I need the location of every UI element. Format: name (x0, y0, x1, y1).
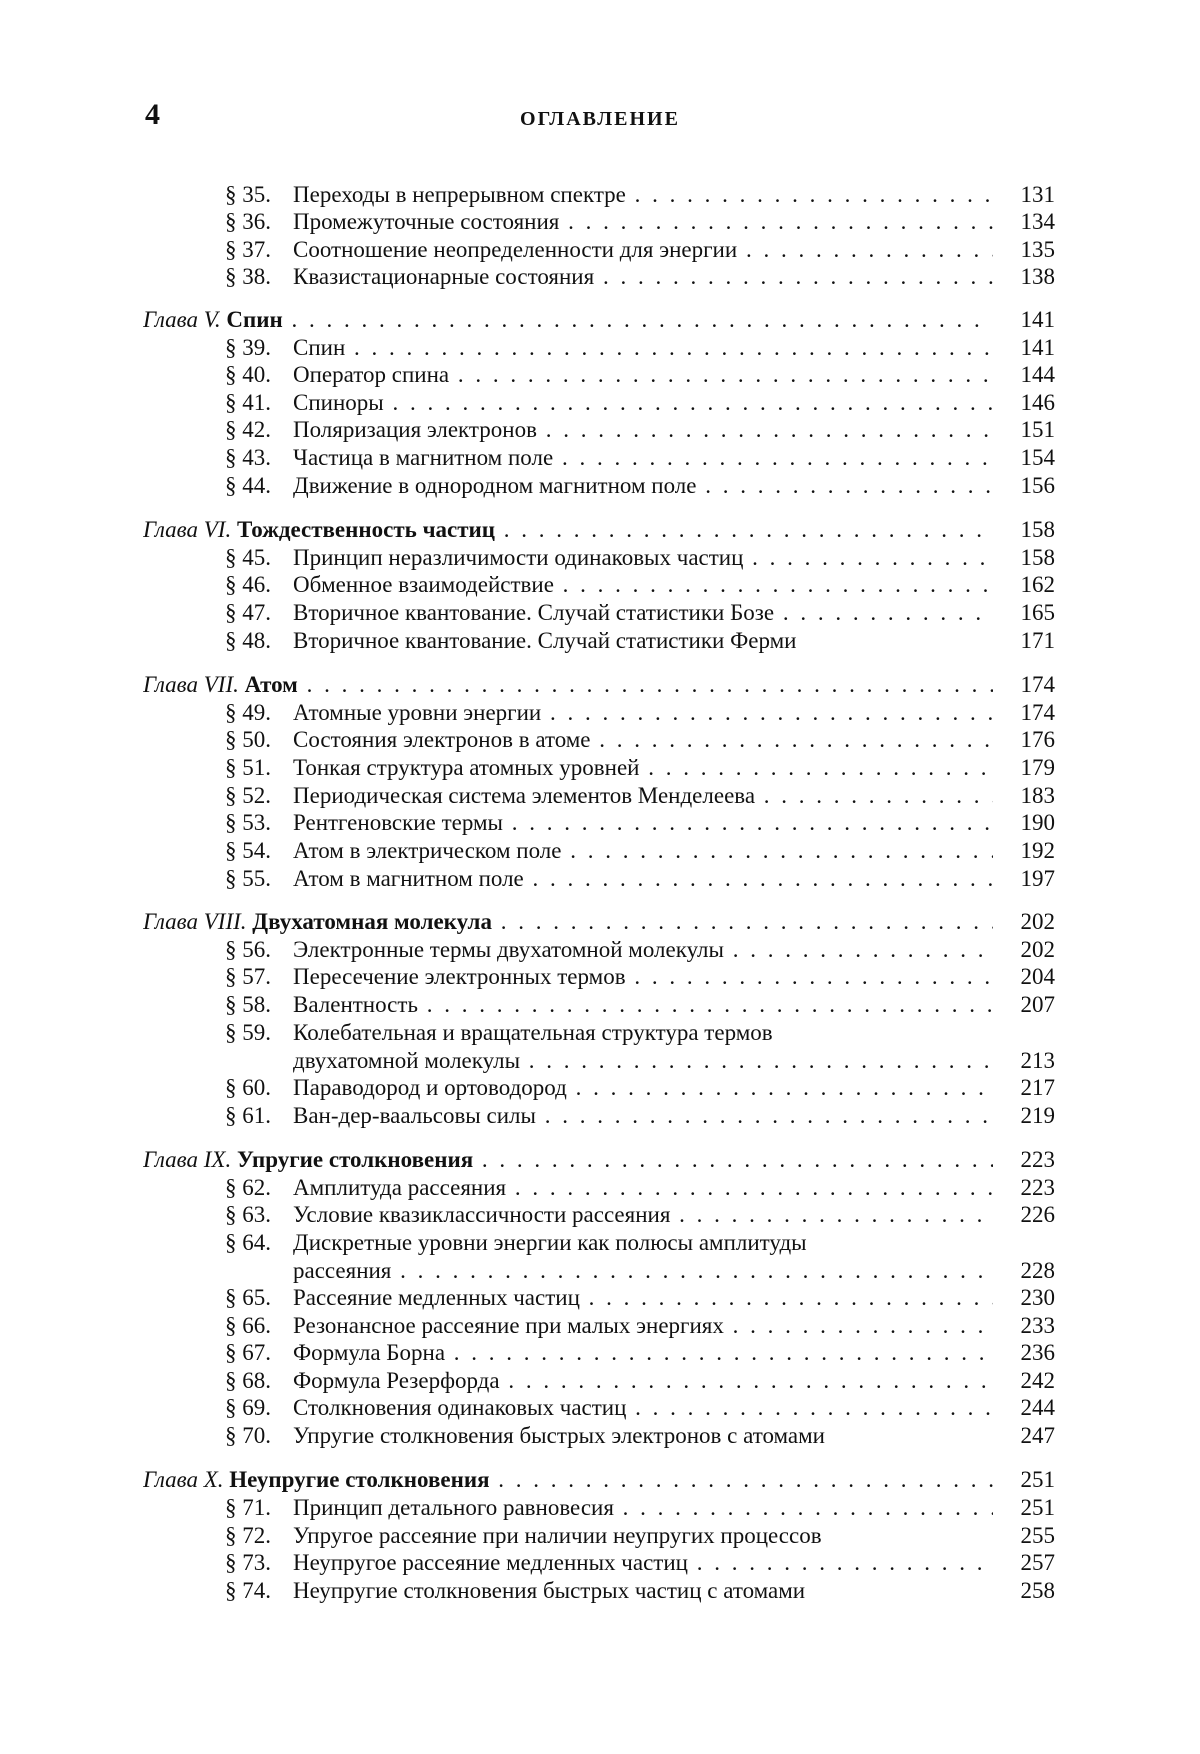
entry-title-wrap (293, 810, 993, 836)
toc-chapter-entry (143, 517, 1055, 543)
entry-title-wrap (293, 182, 993, 208)
section-number: § 40. (225, 362, 271, 387)
section-number: § 71. (225, 1495, 271, 1520)
entry-title: Состояния электронов в атоме (293, 727, 591, 752)
leader-dots (724, 1313, 993, 1338)
toc-section-entry (225, 237, 1055, 263)
toc-section-entry (225, 1495, 1055, 1521)
leader-dots (626, 964, 993, 989)
page-ref: 202 (1020, 937, 1055, 962)
page-ref: 228 (1020, 1258, 1055, 1283)
entry-title: Квазистационарные состояния (293, 264, 595, 289)
page-ref: 174 (1020, 672, 1055, 697)
leader-dots (506, 1175, 993, 1200)
toc-section-entry (225, 1578, 1055, 1604)
entry-title-wrap (293, 1230, 993, 1256)
page-ref: 258 (1020, 1578, 1055, 1603)
page-ref: 226 (1020, 1202, 1055, 1227)
toc-chapter-entry (143, 909, 1055, 935)
leader-dots (561, 838, 993, 863)
section-number: § 62. (225, 1175, 271, 1200)
entry-title-wrap (293, 473, 993, 499)
page-ref: 165 (1020, 600, 1055, 625)
toc-section-entry (225, 866, 1055, 892)
section-number: § 60. (225, 1075, 271, 1100)
leader-dots (283, 307, 993, 332)
entry-title: Параводород и ортоводород (293, 1075, 567, 1100)
page-ref: 251 (1020, 1495, 1055, 1520)
leader-dots (559, 209, 993, 234)
entry-title: Поляризация электронов (293, 417, 537, 442)
entry-title-wrap (293, 1368, 993, 1394)
toc-section-entry (225, 362, 1055, 388)
section-number: § 56. (225, 937, 271, 962)
chapter-title: Упругие столкновения (236, 1147, 474, 1172)
entry-title: Амплитуда рассеяния (293, 1175, 507, 1200)
entry-title: Оператор спина (293, 362, 450, 387)
section-number: § 54. (225, 838, 271, 863)
section-number: § 41. (225, 390, 271, 415)
chapter-label: Глава IX. (143, 1147, 237, 1172)
page-ref: 131 (1020, 182, 1055, 207)
section-number: § 44. (225, 473, 271, 498)
toc-section-entry (225, 937, 1055, 963)
entry-title-wrap (143, 307, 993, 333)
entry-title-wrap (143, 909, 993, 935)
chapter-label: Глава VI. (143, 517, 237, 542)
leader-dots (520, 1048, 993, 1073)
entry-title-wrap (293, 1395, 993, 1421)
toc-chapter-entry (143, 1467, 1055, 1493)
page-ref: 141 (1020, 335, 1055, 360)
toc-section-entry (225, 335, 1055, 361)
leader-dots (537, 417, 993, 442)
entry-title: Атом в магнитном поле (293, 866, 524, 891)
page-ref: 192 (1020, 838, 1055, 863)
page-ref: 190 (1020, 810, 1055, 835)
leader-dots (500, 1368, 993, 1393)
entry-title-wrap (293, 838, 993, 864)
entry-title: Столкновения одинаковых частиц (293, 1395, 627, 1420)
toc-section-entry (293, 1048, 1055, 1074)
entry-title: Дискретные уровни энергии как полюсы амплитуды (293, 1230, 807, 1255)
section-number: § 49. (225, 700, 271, 725)
toc-section-entry (225, 1175, 1055, 1201)
toc-section-entry (225, 1230, 1055, 1256)
entry-title-wrap (293, 545, 993, 571)
toc-section-entry (225, 473, 1055, 499)
page-ref: 255 (1020, 1523, 1055, 1548)
chapter-title: Неупругие столкновения (229, 1467, 490, 1492)
page-ref: 138 (1020, 264, 1055, 289)
entry-title: Формула Борна (293, 1340, 446, 1365)
page-ref: 207 (1020, 992, 1055, 1017)
entry-title: рассеяния (293, 1258, 392, 1283)
section-number: § 50. (225, 727, 271, 752)
chapter-title: Атом (244, 672, 298, 697)
page-ref: 217 (1020, 1075, 1055, 1100)
page-ref: 242 (1020, 1368, 1055, 1393)
section-number: § 59. (225, 1020, 271, 1045)
section-number: § 35. (225, 182, 271, 207)
leader-dots (298, 672, 993, 697)
page-ref: 236 (1020, 1340, 1055, 1365)
entry-title-wrap (143, 672, 993, 698)
leader-dots (774, 600, 993, 625)
page-ref: 141 (1020, 307, 1055, 332)
section-number: § 67. (225, 1340, 271, 1365)
leader-dots (445, 1340, 993, 1365)
entry-title: Частица в магнитном поле (293, 445, 554, 470)
leader-dots (418, 992, 993, 1017)
entry-title-wrap (293, 628, 993, 654)
leader-dots (384, 390, 993, 415)
entry-title-wrap (293, 783, 993, 809)
toc-section-entry (225, 1423, 1055, 1449)
entry-title: Вторичное квантование. Случай статистики Ферми (293, 628, 797, 653)
toc-section-entry (225, 992, 1055, 1018)
entry-title-wrap (293, 755, 993, 781)
toc-section-entry (225, 1202, 1055, 1228)
entry-title-wrap (293, 335, 993, 361)
entry-title: Спиноры (293, 390, 384, 415)
section-number: § 65. (225, 1285, 271, 1310)
entry-title: двухатомной молекулы (293, 1048, 521, 1073)
entry-title: Электронные термы двухатомной молекулы (293, 937, 724, 962)
entry-title: Принцип детального равновесия (293, 1495, 614, 1520)
toc-section-entry (225, 700, 1055, 726)
entry-title-wrap (293, 1423, 993, 1449)
entry-title: Промежуточные состояния (293, 209, 560, 234)
toc-section-entry (225, 572, 1055, 598)
leader-dots (524, 866, 993, 891)
page-ref: 171 (1020, 628, 1055, 653)
page-ref: 154 (1020, 445, 1055, 470)
entry-title-wrap (293, 937, 993, 963)
section-number: § 64. (225, 1230, 271, 1255)
entry-title: Атом в электрическом поле (293, 838, 562, 863)
leader-dots (541, 700, 993, 725)
toc-section-entry (225, 628, 1055, 654)
entry-title-wrap (293, 1285, 993, 1311)
leader-dots (553, 445, 993, 470)
entry-title: Неупругое рассеяние медленных частиц (293, 1550, 688, 1575)
leader-dots (743, 545, 993, 570)
section-number: § 53. (225, 810, 271, 835)
page-ref: 204 (1020, 964, 1055, 989)
entry-title: Принцип неразличимости одинаковых частиц (293, 545, 744, 570)
leader-dots (580, 1285, 993, 1310)
entry-title-wrap (293, 209, 993, 235)
leader-dots (737, 237, 993, 262)
section-number: § 55. (225, 866, 271, 891)
entry-title: Колебательная и вращательная структура термов (293, 1020, 773, 1045)
toc-section-entry (225, 209, 1055, 235)
entry-title-wrap (143, 517, 993, 543)
entry-title-wrap (293, 964, 993, 990)
page-ref: 213 (1020, 1048, 1055, 1073)
section-number: § 51. (225, 755, 271, 780)
chapter-title: Тождественность частиц (236, 517, 496, 542)
section-number: § 37. (225, 237, 271, 262)
leader-dots (495, 517, 993, 542)
toc-section-entry (225, 1075, 1055, 1101)
section-number: § 74. (225, 1578, 271, 1603)
page-ref: 197 (1020, 866, 1055, 891)
leader-dots (696, 473, 993, 498)
page-ref: 151 (1020, 417, 1055, 442)
entry-title: Атомные уровни энергии (293, 700, 542, 725)
toc-section-entry (225, 1550, 1055, 1576)
entry-title: Обменное взаимодействие (293, 572, 554, 597)
entry-title: Соотношение неопределенности для энергии (293, 237, 738, 262)
entry-title: Тонкая структура атомных уровней (293, 755, 640, 780)
entry-title: Пересечение электронных термов (293, 964, 626, 989)
entry-title: Неупругие столкновения быстрых частиц с атомами (293, 1578, 806, 1603)
section-number: § 38. (225, 264, 271, 289)
leader-dots (567, 1075, 993, 1100)
page-ref: 174 (1020, 700, 1055, 725)
toc-section-entry (225, 755, 1055, 781)
toc-section-entry (225, 545, 1055, 571)
section-number: § 36. (225, 209, 271, 234)
toc-section-entry (225, 1523, 1055, 1549)
section-number: § 66. (225, 1313, 271, 1338)
toc-chapter-entry (143, 1147, 1055, 1173)
entry-title-wrap (293, 237, 993, 263)
leader-dots (554, 572, 993, 597)
leader-dots (639, 755, 993, 780)
entry-title-wrap (293, 866, 993, 892)
toc-section-entry (293, 1258, 1055, 1284)
page-ref: 179 (1020, 755, 1055, 780)
chapter-title: Двухатомная молекула (252, 909, 492, 934)
leader-dots (594, 264, 993, 289)
leader-dots (345, 335, 993, 360)
page-ref: 219 (1020, 1103, 1055, 1128)
entry-title: Условие квазиклассичности рассеяния (293, 1202, 671, 1227)
toc-section-entry (225, 1395, 1055, 1421)
section-number: § 73. (225, 1550, 271, 1575)
entry-title-wrap (293, 1258, 993, 1284)
toc-section-entry (225, 182, 1055, 208)
toc-section-entry (225, 390, 1055, 416)
section-number: § 48. (225, 628, 271, 653)
entry-title-wrap (293, 1175, 993, 1201)
entry-title: Спин (293, 335, 346, 360)
entry-title: Резонансное рассеяние при малых энергиях (293, 1313, 724, 1338)
toc-section-entry (225, 264, 1055, 290)
entry-title-wrap (293, 264, 993, 290)
entry-title: Периодическая система элементов Менделеева (293, 783, 756, 808)
leader-dots (688, 1550, 993, 1575)
entry-title-wrap (293, 727, 993, 753)
page-ref: 156 (1020, 473, 1055, 498)
leader-dots (626, 1395, 993, 1420)
page-ref: 251 (1020, 1467, 1055, 1492)
entry-title: Упругое рассеяние при наличии неупругих процессов (293, 1523, 822, 1548)
page-ref: 144 (1020, 362, 1055, 387)
leader-dots (490, 1467, 993, 1492)
leader-dots (724, 937, 993, 962)
entry-title-wrap (293, 600, 993, 626)
page-header: ОГЛАВЛЕНИЕ (520, 108, 680, 130)
entry-title-wrap (143, 1147, 993, 1173)
section-number: § 70. (225, 1423, 271, 1448)
entry-title-wrap (293, 1313, 993, 1339)
toc-section-entry (225, 1340, 1055, 1366)
entry-title-wrap (293, 445, 993, 471)
entry-title: Упругие столкновения быстрых электронов с атомами (293, 1423, 825, 1448)
section-number: § 45. (225, 545, 271, 570)
entry-title: Рентгеновские термы (293, 810, 503, 835)
page-ref: 202 (1020, 909, 1055, 934)
section-number: § 58. (225, 992, 271, 1017)
section-number: § 39. (225, 335, 271, 360)
entry-title-wrap (293, 1578, 993, 1604)
section-number: § 69. (225, 1395, 271, 1420)
entry-title: Валентность (293, 992, 418, 1017)
page-ref: 233 (1020, 1313, 1055, 1338)
entry-title-wrap (293, 1495, 993, 1521)
toc-section-entry (225, 445, 1055, 471)
page-ref: 230 (1020, 1285, 1055, 1310)
toc-section-entry (225, 727, 1055, 753)
page-ref: 223 (1020, 1175, 1055, 1200)
page-ref: 223 (1020, 1147, 1055, 1172)
toc-section-entry (225, 1368, 1055, 1394)
entry-title: Переходы в непрерывном спектре (293, 182, 626, 207)
entry-title-wrap (293, 992, 993, 1018)
chapter-label: Глава X. (143, 1467, 230, 1492)
toc-section-entry (225, 1285, 1055, 1311)
chapter-label: Глава V. (143, 307, 227, 332)
section-number: § 63. (225, 1202, 271, 1227)
section-number: § 42. (225, 417, 271, 442)
toc-section-entry (225, 1103, 1055, 1129)
entry-title: Формула Резерфорда (293, 1368, 500, 1393)
entry-title-wrap (293, 1523, 993, 1549)
entry-title-wrap (293, 1103, 993, 1129)
section-number: § 68. (225, 1368, 271, 1393)
leader-dots (449, 362, 993, 387)
leader-dots (614, 1495, 993, 1520)
section-number: § 47. (225, 600, 271, 625)
toc-section-entry (225, 417, 1055, 443)
toc-section-entry (225, 810, 1055, 836)
entry-title-wrap (293, 1340, 993, 1366)
toc-section-entry (225, 600, 1055, 626)
page-ref: 135 (1020, 237, 1055, 262)
entry-title-wrap (293, 390, 993, 416)
toc-section-entry (225, 1313, 1055, 1339)
leader-dots (755, 783, 993, 808)
page-number: 4 (145, 98, 160, 131)
entry-title-wrap (293, 1202, 993, 1228)
page-ref: 134 (1020, 209, 1055, 234)
section-number: § 72. (225, 1523, 271, 1548)
section-number: § 52. (225, 783, 271, 808)
entry-title: Рассеяние медленных частиц (293, 1285, 580, 1310)
leader-dots (391, 1258, 993, 1283)
toc-chapter-entry (143, 307, 1055, 333)
toc-section-entry (225, 964, 1055, 990)
section-number: § 57. (225, 964, 271, 989)
entry-title-wrap (293, 362, 993, 388)
page-ref: 162 (1020, 572, 1055, 597)
leader-dots (503, 810, 993, 835)
section-number: § 46. (225, 572, 271, 597)
toc-section-entry (225, 838, 1055, 864)
entry-title-wrap (293, 1020, 993, 1046)
leader-dots (536, 1103, 993, 1128)
page-ref: 247 (1020, 1423, 1055, 1448)
chapter-label: Глава VIII. (143, 909, 253, 934)
entry-title-wrap (293, 417, 993, 443)
entry-title-wrap (293, 572, 993, 598)
entry-title-wrap (143, 1467, 993, 1493)
chapter-title: Спин (226, 307, 283, 332)
page-ref: 158 (1020, 545, 1055, 570)
toc-chapter-entry (143, 672, 1055, 698)
toc-section-entry (225, 783, 1055, 809)
section-number: § 61. (225, 1103, 271, 1128)
chapter-label: Глава VII. (143, 672, 245, 697)
entry-title-wrap (293, 700, 993, 726)
page-ref: 176 (1020, 727, 1055, 752)
page-ref: 183 (1020, 783, 1055, 808)
leader-dots (670, 1202, 993, 1227)
leader-dots (473, 1147, 993, 1172)
page-ref: 158 (1020, 517, 1055, 542)
entry-title: Ван-дер-ваальсовы силы (293, 1103, 536, 1128)
page-ref: 257 (1020, 1550, 1055, 1575)
leader-dots (626, 182, 993, 207)
entry-title: Движение в однородном магнитном поле (293, 473, 697, 498)
page-ref: 146 (1020, 390, 1055, 415)
section-number: § 43. (225, 445, 271, 470)
page-ref: 244 (1020, 1395, 1055, 1420)
toc-section-entry (225, 1020, 1055, 1046)
entry-title: Вторичное квантование. Случай статистики Бозе (293, 600, 775, 625)
entry-title-wrap (293, 1048, 993, 1074)
leader-dots (492, 909, 993, 934)
entry-title-wrap (293, 1550, 993, 1576)
entry-title-wrap (293, 1075, 993, 1101)
leader-dots (591, 727, 993, 752)
